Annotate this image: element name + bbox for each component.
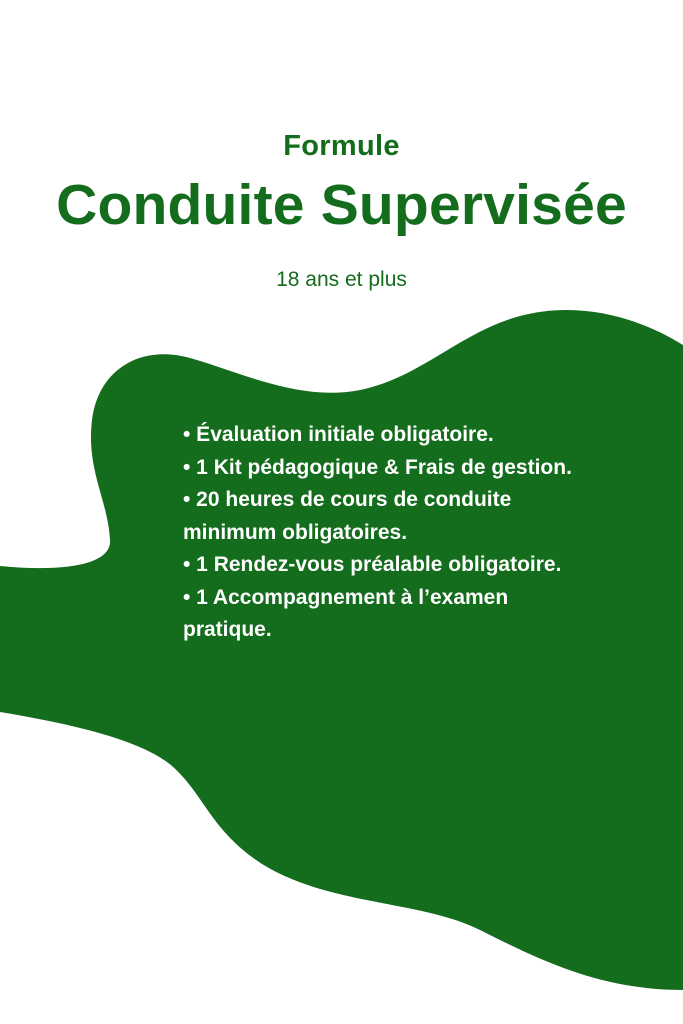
feature-item-evaluation (183, 419, 583, 452)
feature-item-hours (183, 484, 583, 549)
feature-text: • 1 Rendez-vous préalable obligatoire. (183, 553, 562, 576)
features-list (183, 419, 583, 647)
feature-text: • 20 heures de cours de conduite minimum obligatoires. (183, 488, 512, 544)
feature-text: • Évaluation initiale obligatoire. (183, 423, 494, 446)
feature-item-exam (183, 582, 583, 647)
blob-path (0, 310, 683, 990)
age-subtitle: 18 ans et plus (276, 268, 407, 291)
feature-item-kit (183, 452, 583, 485)
formula-kicker: Formule (283, 130, 400, 162)
feature-text: • 1 Kit pédagogique & Frais de gestion. (183, 455, 572, 479)
feature-text: • 1 Accompagnement à l’examen pratique. (183, 585, 515, 641)
feature-item-appointment (183, 549, 583, 582)
page-title: Conduite Supervisée (56, 173, 627, 237)
